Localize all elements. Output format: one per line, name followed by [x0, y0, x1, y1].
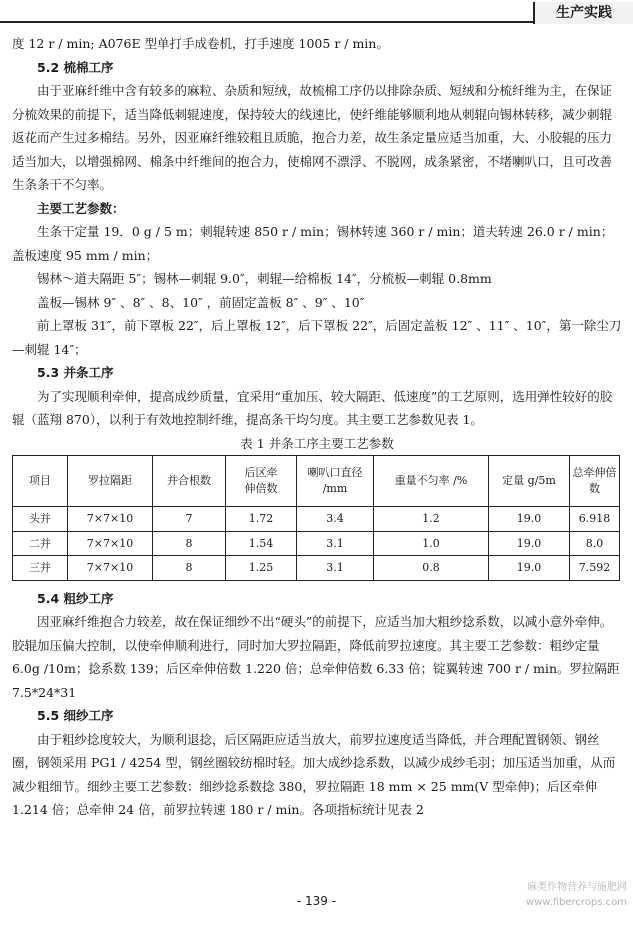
table-cell: 8 [153, 556, 226, 581]
col-header: 项目 [13, 456, 68, 507]
table-row [13, 507, 620, 532]
table-cell: 19.0 [489, 507, 570, 532]
section-header: 生产实践 [533, 2, 633, 24]
paragraph: 由于粗纱捻度较大，为顺利退捻，后区隔距应适当放大，前罗拉速度适当降低，并合理配置钢领、钢丝圈，钢领采用 PG1 / 4254 型，钢丝圈较纺棉时轻。加大成纱捻系数，以减少成纱毛羽；加压适当加重，从而减少粗细节。细纱主要工艺参数：细纱捻系数捻 380，罗拉隔距 18 mm × 25 mm(V 型牵伸)；后区牵伸 1.214 倍；总牵伸 24 倍，前罗拉转速 180 r / min。各项指标统计见表 2 [12, 731, 616, 817]
section-heading: 5.2 梳棉工序 [37, 59, 114, 75]
table-cell: 7.592 [570, 556, 620, 581]
page-body [12, 32, 622, 822]
table-caption: 表 1 并条工序主要工艺参数 [240, 435, 394, 451]
table-cell: 3.1 [297, 531, 374, 556]
paragraph: 由于亚麻纤维中含有较多的麻粒、杂质和短绒，故梳棉工序仍以排除杂质、短绒和分梳纤维为主，在保证分梳效果的前提下，适当降低刺辊速度，保持较大的线速比，使纤维能够顺利地从刺辊向锡林转移，减少刺辊返花而产生过多棉结。另外，因亚麻纤维较粗且质脆，抱合力差，故生条定量应适当加重，大、小胶辊的压力适当加大，以增强棉网、棉条中纤维间的抱合力，使棉网不漂浮、不脱网，成条紧密，不堵喇叭口，且可改善生条条干不匀率。 [12, 83, 613, 192]
paragraph: 生条干定量 19．0 g / 5 m；刺辊转速 850 r / min；锡林转速 360 r / min；道夫转速 26.0 r / min；盖板速度 95 mm / min； [12, 224, 614, 263]
col-header-line: /mm [322, 482, 348, 495]
table-cell: 1.25 [226, 556, 297, 581]
table-cell: 7×7×10 [68, 556, 153, 581]
table-cell: 1.54 [226, 531, 297, 556]
table-cell: 二并 [13, 531, 68, 556]
paragraph: 因亚麻纤维抱合力较差，故在保证细纱不出“硬头”的前提下，应适当加大粗纱捻系数，以减小意外牵伸。胶辊加压偏大控制，以使牵伸顺利进行，同时加大罗拉隔距，降低前罗拉速度。其主要工艺参数：粗纱定量 6.0g /10m；捻系数 139；后区牵伸倍数 1.220 倍；总牵伸倍数 6.33 倍；锭翼转速 700 r / min。罗拉隔距 7.5*24*31 [12, 614, 620, 700]
paragraph: 锡林～道夫隔距 5″；锡林—刺辊 9.0″，刺辊—给棉板 14″，分梳板—刺辊 0.8mm [37, 271, 492, 286]
table-cell: 8.0 [570, 531, 620, 556]
table-cell: 7×7×10 [68, 531, 153, 556]
col-header: 定量 g/5m [489, 456, 570, 507]
table-cell: 19.0 [489, 556, 570, 581]
col-header [297, 456, 374, 507]
col-header: 重量不匀率 /% [374, 456, 489, 507]
col-header [226, 456, 297, 507]
table-cell: 头并 [13, 507, 68, 532]
section-heading: 5.3 并条工序 [37, 365, 114, 380]
col-header: 总牵伸倍数 [570, 456, 620, 507]
table-cell: 1.72 [226, 507, 297, 532]
col-header: 并合根数 [153, 456, 226, 507]
table-header-row [13, 456, 620, 507]
table-cell: 7 [153, 507, 226, 532]
table-cell: 6.918 [570, 507, 620, 532]
watermark-line: 麻类作物营养与施肥网 [527, 882, 627, 893]
table-cell: 8 [153, 531, 226, 556]
watermark [526, 880, 627, 910]
section-heading: 5.5 细纱工序 [37, 708, 114, 723]
subheading: 主要工艺参数： [37, 200, 125, 216]
process-params-table [12, 455, 620, 581]
table-cell: 三并 [13, 556, 68, 581]
table-cell: 7×7×10 [68, 507, 153, 532]
table-cell: 19.0 [489, 531, 570, 556]
paragraph: 盖板—锡林 9″ 、8″ 、8、10″ ，前固定盖板 8″ 、9″ 、10″ [37, 294, 365, 310]
paragraph: 前上罩板 31″，前下罩板 22″，后上罩板 12″，后下罩板 22″，后固定盖板 12″ 、11″ 、10″，第一除尘刀—刺辊 14″； [12, 318, 622, 357]
page-number: - 139 - [296, 894, 337, 908]
table-cell: 3.4 [297, 507, 374, 532]
col-header-line: 伸倍数 [244, 482, 278, 495]
paragraph: 度 12 r / min; A076E 型单打手成卷机，打手速度 1005 r / min。 [12, 36, 389, 51]
paragraph: 为了实现顺利牵伸，提高成纱质量，宜采用“重加压、较大隔距、低速度”的工艺原则，选用弹性较好的胶辊（蓝翔 870），以利于有效地控制纤维，提高条干均匀度。其主要工艺参数见表 1。 [12, 388, 613, 427]
table-row [13, 556, 620, 581]
watermark-line: www.fibercrops.com [525, 897, 627, 908]
table-cell: 1.2 [374, 507, 489, 532]
table-row [13, 531, 620, 556]
table-cell: 0.8 [374, 556, 489, 581]
table-cell: 1.0 [374, 531, 489, 556]
col-header-line: 后区牵 [244, 466, 278, 479]
col-header-line: 喇叭口直径 [307, 466, 363, 479]
table-cell: 3.1 [297, 556, 374, 581]
section-heading: 5.4 粗纱工序 [37, 590, 114, 606]
col-header: 罗拉隔距 [68, 456, 153, 507]
